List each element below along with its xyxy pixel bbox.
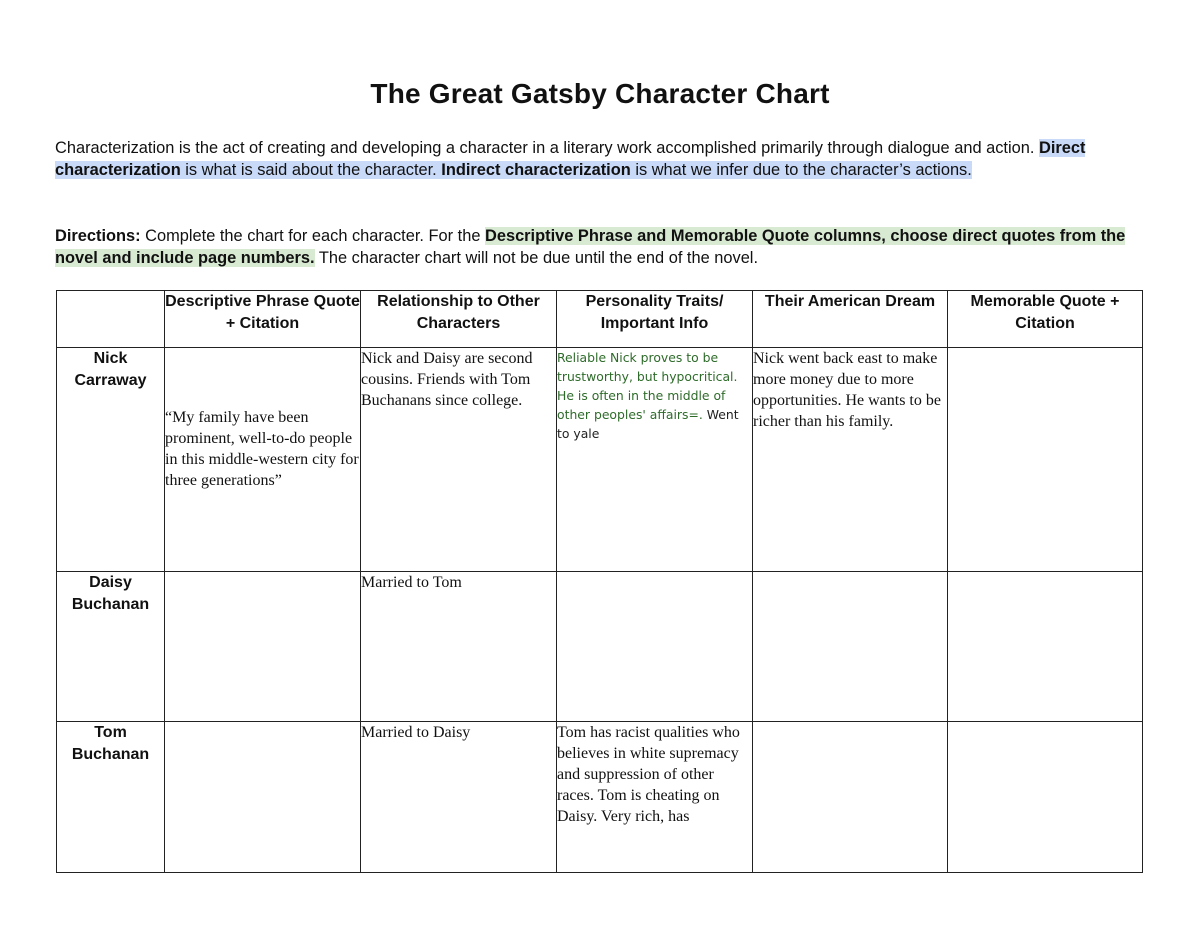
character-chart-table [56, 290, 1143, 873]
directions-highlight: Descriptive Phrase and Memorable Quote columns, choose direct quotes from the novel and include page numbers. [55, 227, 1126, 267]
intro-paragraph [55, 137, 1145, 181]
relationship-cell[interactable]: Nick and Daisy are second cousins. Friends with Tom Buchanans since college. [361, 348, 557, 572]
table-header-row [57, 291, 1143, 348]
personality-cell[interactable] [557, 572, 753, 722]
directions-label: Directions: [55, 227, 141, 245]
personality-black-text: Went to yale [557, 407, 739, 441]
header-relationship: Relationship to Other Characters [361, 291, 557, 348]
indirect-term: Indirect characterization [441, 161, 631, 179]
quote-cell[interactable] [948, 722, 1143, 873]
descriptive-cell[interactable] [165, 722, 361, 873]
personality-cell[interactable] [557, 348, 753, 572]
page-title: The Great Gatsby Character Chart [370, 78, 830, 109]
character-name[interactable]: Nick Carraway [57, 348, 165, 572]
directions-text-1: Complete the chart for each character. For the [140, 227, 485, 245]
quote-cell[interactable] [948, 348, 1143, 572]
relationship-cell[interactable]: Married to Tom [361, 572, 557, 722]
dream-cell[interactable] [753, 572, 948, 722]
header-descriptive-phrase: Descriptive Phrase Quote + Citation [165, 291, 361, 348]
directions-text-2: The character chart will not be due until the end of the novel. [314, 249, 759, 267]
character-name[interactable]: Daisy Buchanan [57, 572, 165, 722]
indirect-definition: is what we infer due to the character’s actions. [630, 161, 972, 179]
header-american-dream: Their American Dream [753, 291, 948, 348]
quote-cell[interactable] [948, 572, 1143, 722]
descriptive-cell[interactable]: “My family have been prominent, well-to-do people in this middle-western city for three generations” [165, 348, 361, 572]
table-row [57, 722, 1143, 873]
header-memorable-quote: Memorable Quote + Citation [948, 291, 1143, 348]
relationship-cell[interactable]: Married to Daisy [361, 722, 557, 873]
dream-cell[interactable] [753, 722, 948, 873]
intro-lead: Characterization is the act of creating and developing a character in a literary work accomplished primarily through dialogue and action. [55, 139, 1035, 157]
table-row [57, 572, 1143, 722]
table-row [57, 348, 1143, 572]
personality-cell[interactable]: Tom has racist qualities who believes in white supremacy and suppression of other races. Tom is cheating on Daisy. Very rich, has [557, 722, 753, 873]
directions-paragraph [55, 225, 1145, 269]
descriptive-cell[interactable] [165, 572, 361, 722]
header-cell-blank [57, 291, 165, 348]
personality-green-text: Reliable Nick proves to be trustworthy, but hypocritical. He is often in the middle of other peoples' affairs=. [557, 350, 738, 422]
dream-cell[interactable]: Nick went back east to make more money due to more opportunities. He wants to be richer than his family. [753, 348, 948, 572]
direct-term: Direct characterization [55, 139, 1086, 179]
direct-definition: is what is said about the character. [180, 161, 442, 179]
character-name[interactable]: Tom Buchanan [57, 722, 165, 873]
header-personality: Personality Traits/ Important Info [557, 291, 753, 348]
